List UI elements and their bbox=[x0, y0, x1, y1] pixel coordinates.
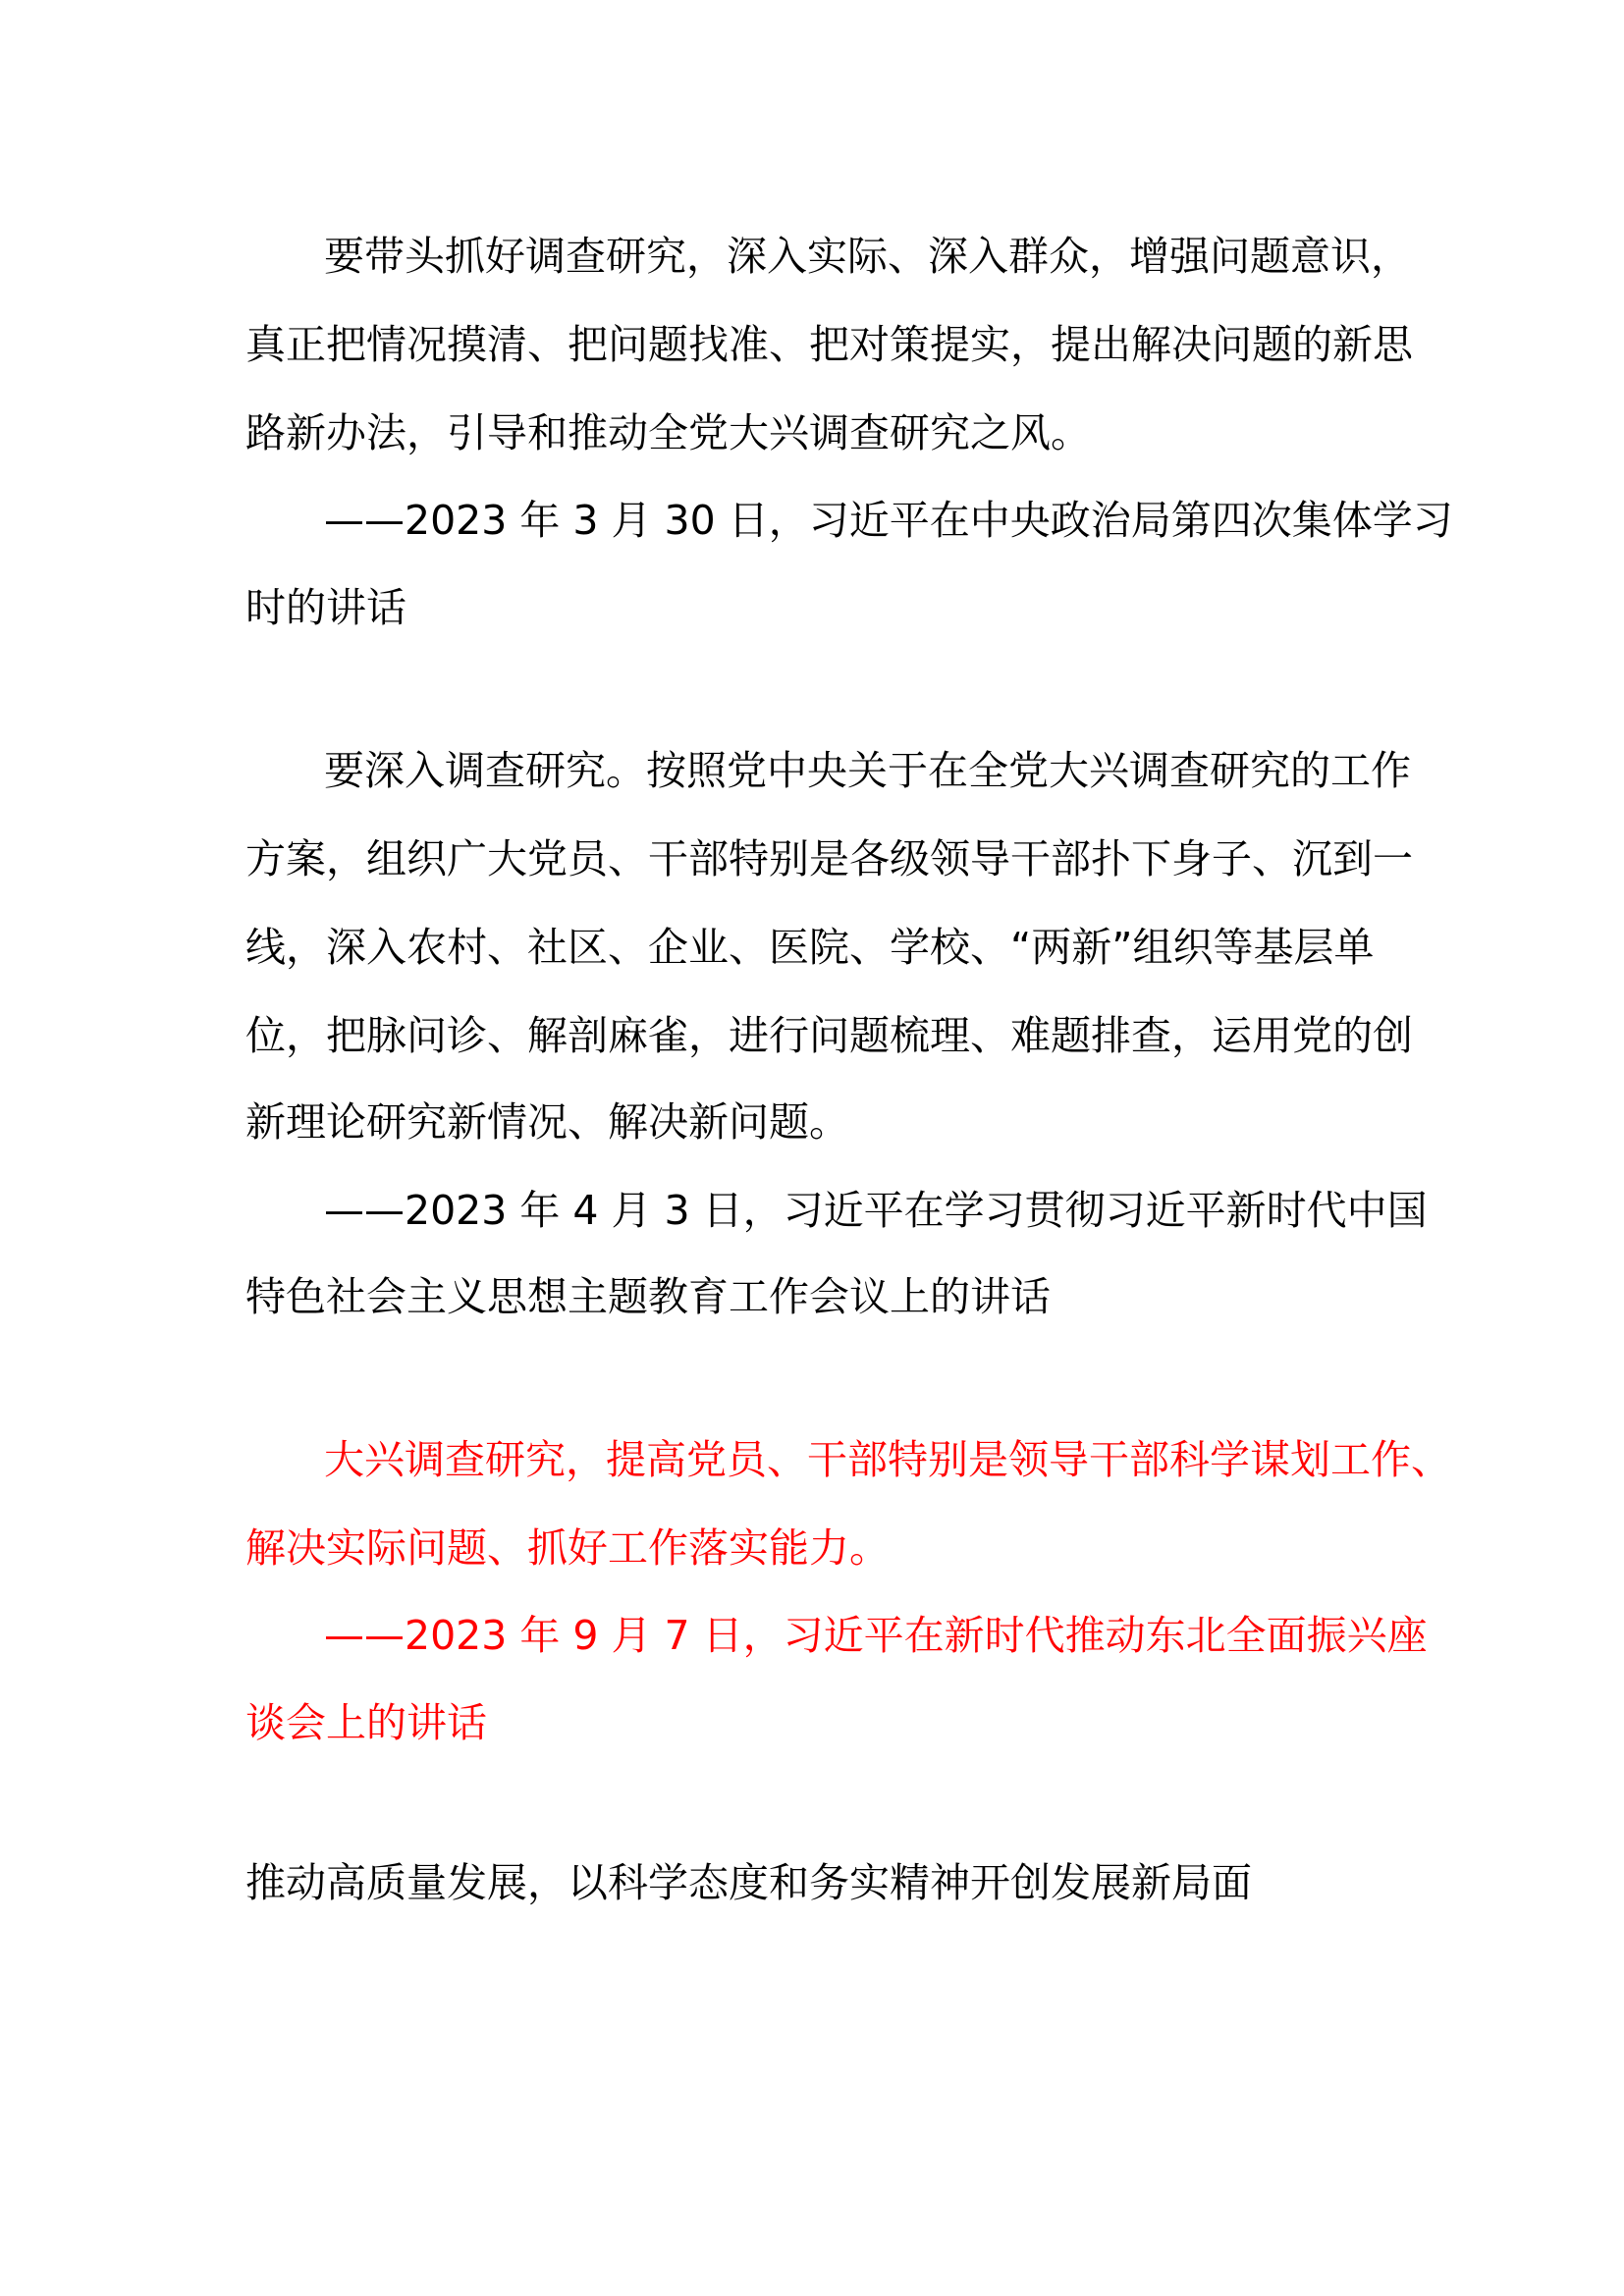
quote2-line-3: 线，深入农村、社区、企业、医院、学校、“两新”组织等基层单 bbox=[245, 924, 1375, 971]
quote2-source-line-1: ——2023 年 4 月 3 日，习近平在学习贯彻习近平新时代中国 bbox=[324, 1187, 1428, 1234]
quote3-line-1: 大兴调查研究，提高党员、干部特别是领导干部科学谋划工作、 bbox=[324, 1436, 1451, 1483]
quote1-line-2: 真正把情况摸清、把问题找准、把对策提实，提出解决问题的新思 bbox=[245, 321, 1413, 368]
quote2-source-line-2: 特色社会主义思想主题教育工作会议上的讲话 bbox=[245, 1273, 1051, 1320]
quote1-source-line-1: ——2023 年 3 月 30 日，习近平在中央政治局第四次集体学习 bbox=[324, 497, 1453, 544]
quote2-line-4: 位，把脉问诊、解剖麻雀，进行问题梳理、难题排查，运用党的创 bbox=[245, 1012, 1413, 1059]
quote3-line-2: 解决实际问题、抓好工作落实能力。 bbox=[245, 1524, 890, 1572]
quote1-line-3: 路新办法，引导和推动全党大兴调查研究之风。 bbox=[245, 409, 1091, 456]
section-heading: 推动高质量发展，以科学态度和务实精神开创发展新局面 bbox=[245, 1859, 1252, 1906]
quote3-source-line-1: ——2023 年 9 月 7 日，习近平在新时代推动东北全面振兴座 bbox=[324, 1612, 1428, 1659]
quote3-source-line-2: 谈会上的讲话 bbox=[245, 1699, 487, 1746]
quote1-source-line-2: 时的讲话 bbox=[245, 584, 406, 631]
quote2-line-5: 新理论研究新情况、解决新问题。 bbox=[245, 1098, 849, 1146]
quote2-line-2: 方案，组织广大党员、干部特别是各级领导干部扑下身子、沉到一 bbox=[245, 835, 1413, 882]
quote1-line-1: 要带头抓好调查研究，深入实际、深入群众，增强问题意识， bbox=[324, 233, 1411, 280]
quote2-line-1: 要深入调查研究。按照党中央关于在全党大兴调查研究的工作 bbox=[324, 747, 1411, 794]
